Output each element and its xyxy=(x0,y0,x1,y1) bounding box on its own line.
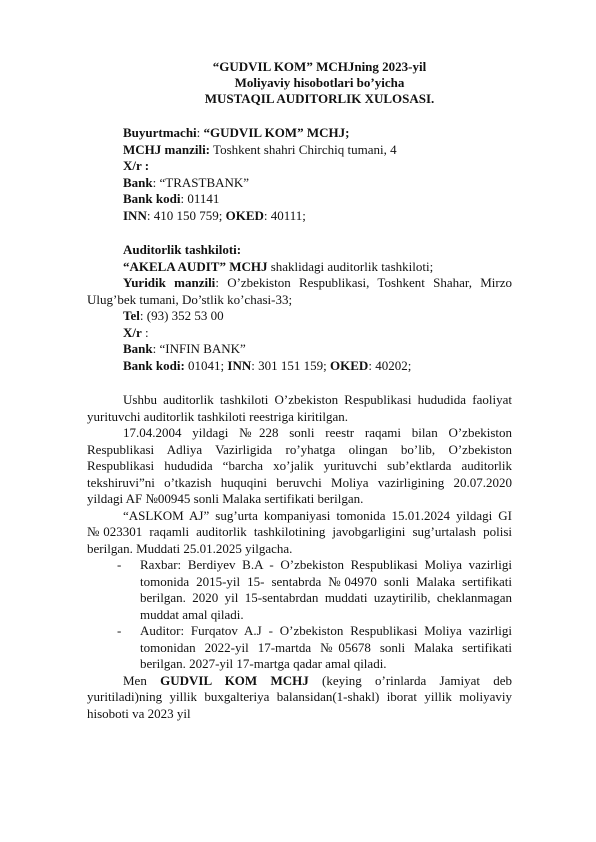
client-bank-label: Bank xyxy=(123,174,153,190)
customer-name: “GUDVIL KOM” MCHJ; xyxy=(203,125,350,140)
paragraph-4-prefix: Men xyxy=(123,672,147,688)
client-inn: 410 150 759; xyxy=(153,207,223,223)
document-title xyxy=(127,59,512,107)
paragraph-4-text: (keying o’rinlarda Jamiyat deb yuritiladi)ning yillik buxgalteriya balansidan(1-shakl) iborat yillik moliyaviy hisoboti va 2023 yil xyxy=(87,672,513,721)
auditor-heading: Auditorlik tashkiloti: xyxy=(123,242,242,257)
company-name: GUDVIL KOM MCHJ xyxy=(160,672,309,688)
client-bank-code-label: Bank kodi xyxy=(123,191,181,206)
client-oked-label: OKED xyxy=(225,207,264,223)
paragraph-4 xyxy=(87,673,512,723)
auditor-details: Auditorlik tashkiloti: “AKELA AUDIT” MCHJ shaklidagi auditorlik tashkiloti; Yuridik manzili: O’zbekiston Respublikasi, Toshkent Shahar, Mirzo Ulug’bek tumani, Do’stlik ko’chasi-33; Tel: (93) 352 53 00 X/r : Bank: “INFIN BANK” Bank kodi: 01041; INN: 301 151 159; OKED: 40202; xyxy=(87,242,513,373)
client-address: Toshkent shahri Chirchiq tumani, 4 xyxy=(213,141,397,157)
document-body xyxy=(87,392,512,722)
legal-address-label: Yuridik manzili xyxy=(123,275,216,290)
client-oked: 40111; xyxy=(270,207,306,223)
auditor-inn-label: INN xyxy=(227,357,252,373)
customer-label: Buyurtmachi xyxy=(123,125,197,140)
title-line-2: Moliyaviy hisobotlari bo’yicha xyxy=(234,75,405,90)
auditor-name-suffix: shaklidagi auditorlik tashkiloti; xyxy=(270,258,434,274)
paragraph-1: Ushbu auditorlik tashkiloti O’zbekiston Respublikasi hududida faoliyat yurituvchi auditorlik tashkiloti reestriga kiritilgan. xyxy=(87,392,512,424)
auditor-inn: 301 151 159; xyxy=(258,357,327,373)
client-bank-code: 01141 xyxy=(187,191,220,206)
client-inn-label: INN xyxy=(123,207,147,223)
client-account-label: X/r : xyxy=(123,158,150,173)
list-item: - Auditor: Furqatov A.J - O’zbekiston Respublikasi Moliya vazirligi tomonidan 2022-yil 17-martda №05678 sonli Malaka sertifikati berilgan. 2027-yil 17-martga qadar amal qiladi. xyxy=(117,623,512,671)
auditor-bank: “INFIN BANK” xyxy=(159,341,246,356)
auditor-bank-code-label: Bank kodi: xyxy=(123,357,185,373)
paragraph-3: “ASLKOM AJ” sug’urta kompaniyasi tomonida 15.01.2024 yildagi GI №023301 raqamli auditorlik tashkilotining javobgarligini sug’urtalash polisi berilgan. Muddati 25.01.2025 yilgacha. xyxy=(87,507,512,556)
auditor-bank-code: 01041; xyxy=(188,357,225,373)
legal-address: O’zbekiston Respublikasi, Toshkent Shahar, Mirzo Ulug’bek tumani, Do’stlik ko’chasi-33; xyxy=(87,275,513,307)
title-line-3: MUSTAQIL AUDITORLIK XULOSASI. xyxy=(204,91,435,106)
auditor-account-label: X/r xyxy=(123,324,142,340)
auditor-bank-label: Bank xyxy=(123,341,153,356)
list-item-text: Auditor: Furqatov A.J - O’zbekiston Respublikasi Moliya vazirligi tomonidan 2022-yil 17-martda №05678 sonli Malaka sertifikati berilgan. 2027-yil 17-martga qadar amal qiladi. xyxy=(140,623,512,671)
tel-label: Tel xyxy=(123,308,140,323)
auditor-name: “AKELA AUDIT” MCHJ xyxy=(123,258,268,274)
list-item-text: Raxbar: Berdiyev B.A - O’zbekiston Respublikasi Moliya vazirligi tomonida 2015-yil 15- sentabrda №04970 sonli Malaka sertifikati berilgan. 2020 yil 15-sentabrdan muddati uzaytirilib, cheklanmagan muddat amal qiladi. xyxy=(140,557,512,622)
client-details: Buyurtmachi: “GUDVIL KOM” MCHJ; MCHJ manzili: Toshkent shahri Chirchiq tumani, 4 X/r : Bank: “TRASTBANK” Bank kodi: 01141 INN: 410 150 759; OKED: 40111; xyxy=(123,125,397,223)
client-bank: “TRASTBANK” xyxy=(159,174,250,190)
paragraph-2: 17.04.2004 yildagi №228 sonli reestr raqami bilan O’zbekiston Respublikasi Adliya Vazirligida ro’yhatga olingan bo’lib, O’zbekiston Respublikasi hududida “barcha xo’jalik yurituvchi sub’ektlarda auditorlik tekshiruvi”ni o’tkazish huquqini beruvchi Moliya vazirligining 20.07.2020 yildagi AF №00945 sonli Malaka sertifikati berilgan. xyxy=(87,425,512,506)
auditor-oked-label: OKED xyxy=(330,357,369,373)
address-label: MCHJ manzili: xyxy=(123,141,211,157)
auditor-tel: (93) 352 53 00 xyxy=(146,308,224,323)
title-line-1: “GUDVIL KOM” MCHJning 2023-yil xyxy=(212,59,427,74)
auditor-oked: 40202; xyxy=(375,357,412,373)
list-item: - Raxbar: Berdiyev B.A - O’zbekiston Respublikasi Moliya vazirligi tomonida 2015-yil 15- sentabrda №04970 sonli Malaka sertifikati berilgan. 2020 yil 15-sentabrdan muddati uzaytirilib, cheklanmagan muddat amal qiladi. xyxy=(117,557,512,622)
